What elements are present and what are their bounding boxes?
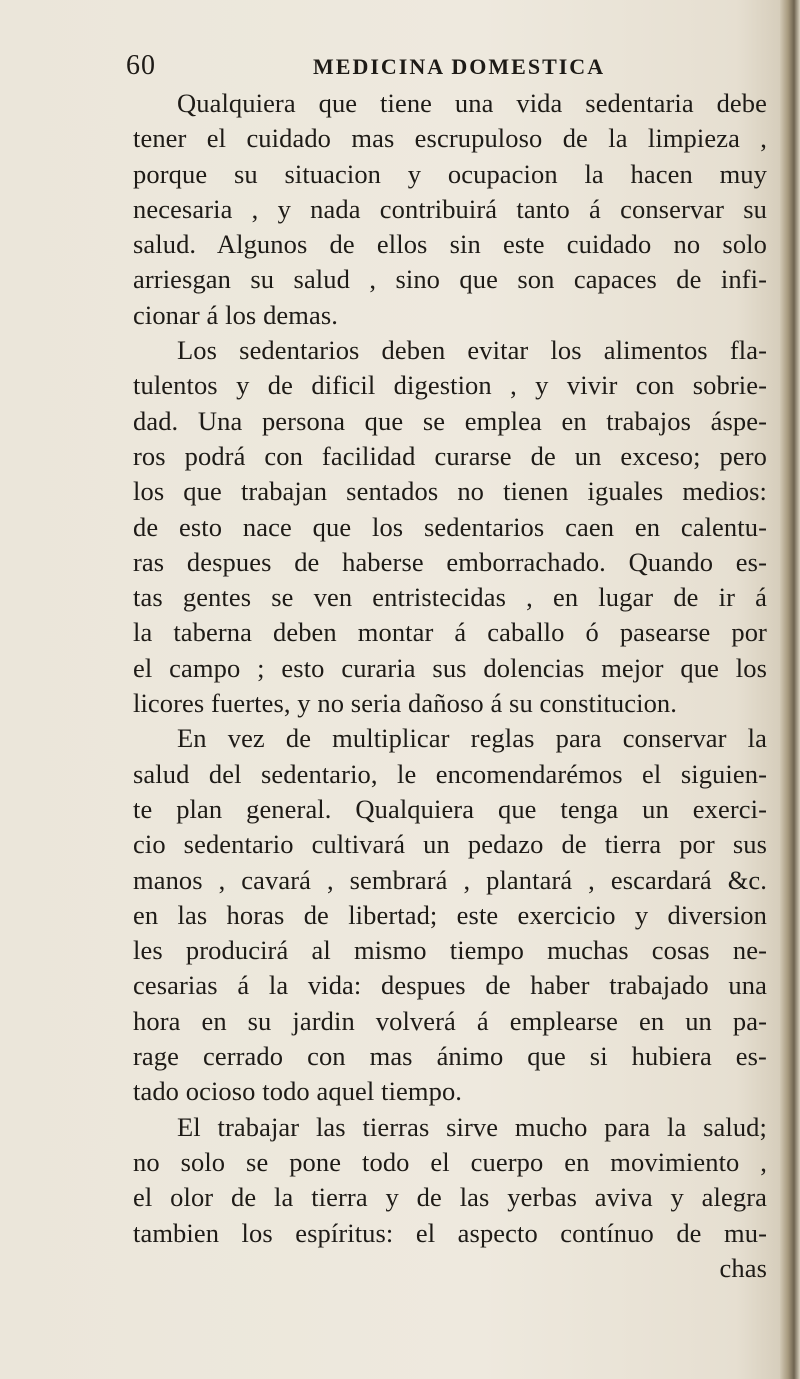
text-line: necesaria , y nada contribuirá tanto á conservar su	[133, 193, 767, 224]
text-line: ras despues de haberse emborrachado. Quando es-	[133, 546, 767, 577]
book-spine-shadow	[780, 0, 800, 1379]
text-line: tambien los espíritus: el aspecto contínuo de mu-	[133, 1217, 767, 1248]
text-line: tener el cuidado mas escrupuloso de la limpieza ,	[133, 123, 767, 154]
text-line: tas gentes se ven entristecidas , en lugar de ir á	[133, 582, 767, 613]
text-line: la taberna deben montar á caballo ó pasearse por	[133, 617, 767, 648]
text-line: salud del sedentario, le encomendarémos el siguien-	[133, 758, 767, 789]
text-line: manos , cavará , sembrará , plantará , escardará &c.	[133, 864, 767, 895]
text-line: cionar á los demas.	[133, 299, 338, 330]
text-line: el olor de la tierra y de las yerbas aviva y alegra	[133, 1182, 767, 1213]
catchword: chas	[719, 1252, 767, 1283]
running-head: MEDICINA DOMESTICA	[313, 54, 606, 79]
text-line: Los sedentarios deben evitar los alimentos fla-	[177, 335, 767, 366]
page-number: 60	[126, 50, 156, 81]
text-line: los que trabajan sentados no tienen iguales medios:	[133, 476, 767, 507]
text-line: cesarias á la vida: despues de haber trabajado una	[133, 970, 767, 1001]
text-line: porque su situacion y ocupacion la hacen muy	[133, 158, 767, 189]
text-line: hora en su jardin volverá á emplearse en un pa-	[133, 1005, 767, 1036]
page-header	[126, 50, 776, 86]
text-line: tado ocioso todo aquel tiempo.	[133, 1076, 463, 1107]
body-text	[133, 86, 767, 1286]
text-line: licores fuertes, y no seria dañoso á su constitucion.	[133, 688, 677, 719]
text-line: El trabajar las tierras sirve mucho para la salud;	[177, 1111, 767, 1142]
text-line: te plan general. Qualquiera que tenga un exerci-	[133, 793, 767, 824]
text-line: dad. Una persona que se emplea en trabajos áspe-	[133, 405, 767, 436]
text-line: rage cerrado con mas ánimo que si hubiera es-	[133, 1041, 767, 1072]
text-line: tulentos y de dificil digestion , y vivir con sobrie-	[133, 370, 767, 401]
text-line: ros podrá con facilidad curarse de un exceso; pero	[133, 440, 767, 471]
text-line: Qualquiera que tiene una vida sedentaria debe	[177, 88, 767, 118]
text-line: cio sedentario cultivará un pedazo de tierra por sus	[133, 829, 767, 860]
text-line: salud. Algunos de ellos sin este cuidado no solo	[133, 229, 767, 260]
text-line: no solo se pone todo el cuerpo en movimiento ,	[133, 1146, 767, 1177]
text-line: en las horas de libertad; este exercicio y diversion	[133, 899, 767, 930]
text-line: arriesgan su salud , sino que son capaces de infi-	[133, 264, 767, 295]
text-line: les producirá al mismo tiempo muchas cosas ne-	[133, 935, 767, 966]
text-line: de esto nace que los sedentarios caen en calentu-	[133, 511, 767, 542]
text-line: el campo ; esto curaria sus dolencias mejor que los	[133, 652, 767, 683]
text-line: En vez de multiplicar reglas para conservar la	[177, 723, 767, 754]
